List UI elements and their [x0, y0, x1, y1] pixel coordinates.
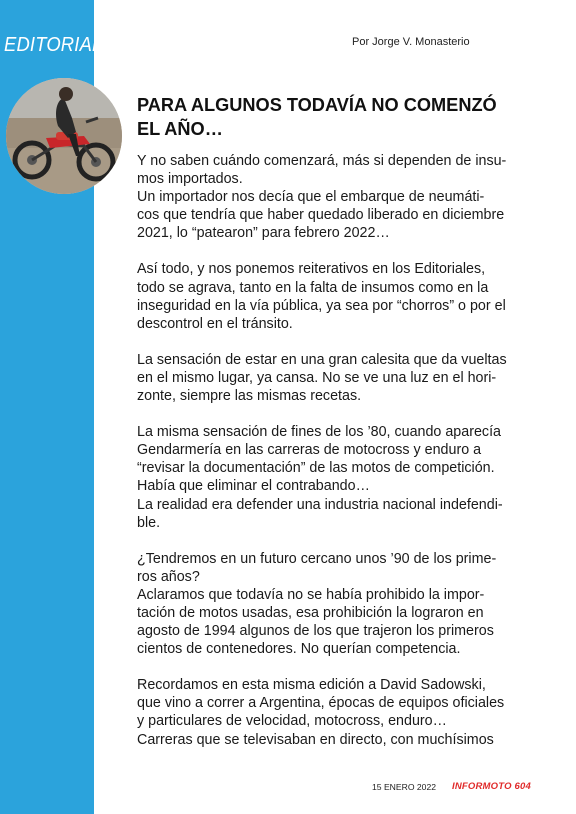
- credit-registration: Marca Registrada RNPI Nº 3054376 - DNI de Autor: En Trámite: [141, 578, 149, 772]
- body-line: zonte, siempre las mismas recetas.: [137, 388, 362, 405]
- body-line: descontrol en el tránsito.: [137, 315, 293, 332]
- body-line: “revisar la documentación” de las motos de competición.: [137, 460, 495, 477]
- body-line: Y no saben cuándo comenzará, más si dependen de insu-: [137, 153, 507, 169]
- credit-publicidad-label: Publicidad:: [113, 734, 121, 772]
- author-byline: Por Jorge V. Monasterio: [352, 36, 470, 48]
- body-line: Así todo, y nos ponemos reiterativos en los Editoriales,: [137, 261, 486, 278]
- body-line: cos que tendría que haber quedado liberado en diciembre: [137, 207, 505, 224]
- body-line: ros años?: [137, 568, 200, 585]
- body-line: en el mismo lugar, ya cansa. No se ve una luz en el hori-: [137, 369, 497, 386]
- body-line: todo se agrava, tanto en la falta de insumos como en la: [137, 279, 489, 296]
- section-label: EDITORIAL: [4, 34, 103, 56]
- body-line: cientos de contenedores. No querían competencia.: [137, 641, 461, 658]
- paragraph-gap: [137, 658, 541, 676]
- body-line: Aclaramos que todavía no se había prohibido la impor-: [137, 586, 485, 603]
- body-line: tación de motos usadas, esa prohibición la lograron en: [137, 604, 484, 621]
- body-line: que vino a correr a Argentina, épocas de equipos oficiales: [137, 695, 505, 712]
- body-line: La sensación de estar en una gran calesita que da vueltas: [137, 351, 507, 368]
- body-line: y particulares de velocidad, motocross, enduro…: [137, 713, 447, 730]
- headline-line-1: PARA ALGUNOS TODAVÍA NO COMENZÓ: [137, 95, 497, 115]
- paragraph-gap: [137, 333, 541, 351]
- body-line: Un importador nos decía que el embarque de neumáti-: [137, 189, 485, 206]
- paragraph-gap: [137, 532, 541, 550]
- body-line: inseguridad en la vía pública, ya sea por “chorros” o por el: [137, 297, 506, 314]
- body-line: ble.: [137, 514, 161, 531]
- credit-publicidad-value: Correo electrónico: publicidad@informoto.com: [113, 591, 121, 735]
- article-headline: [137, 93, 537, 141]
- issue-date: 15 ENERO 2022: [372, 782, 437, 792]
- body-line: La realidad era defender una industria nacional indefendi-: [137, 496, 503, 513]
- article-body: [137, 152, 541, 749]
- magazine-issue: INFORMOTO 604: [452, 781, 531, 792]
- paragraph-gap: [137, 242, 541, 260]
- credit-address: Es una publicación de JORGE V. MONASTERIO Editor con domicilio en Paraguay 2019 - 6º M - 1121 - C.A.B.A. -: [122, 425, 130, 772]
- credit-director-label: Director - Propietario:: [95, 700, 102, 772]
- body-line: La misma sensación de fines de los ’80, cuando aparecía: [137, 424, 501, 441]
- credit-redaccion: [103, 12, 112, 772]
- body-line: mos importados.: [137, 171, 243, 188]
- paragraph-gap: [137, 405, 541, 423]
- body-line: agosto de 1994 algunos de los que trajeron los primeros: [137, 623, 494, 640]
- credit-director-value: Jorge V. Monasterio: [95, 637, 102, 701]
- body-line: Gendarmería en las carreras de motocross y enduro a: [137, 442, 482, 459]
- body-line: Recordamos en esta misma edición a David Sadowski,: [137, 677, 486, 694]
- body-line: 2021, lo “patearon” para febrero 2022…: [137, 225, 390, 242]
- credit-publicidad: [112, 12, 121, 772]
- headline-line-2: EL AÑO…: [137, 119, 223, 139]
- body-line: Carreras que se televisaban en directo, con muchísimos: [137, 731, 494, 748]
- credit-website: www.informoto.com: [131, 711, 139, 772]
- body-line: Había que eliminar el contrabando…: [137, 478, 370, 495]
- credit-redaccion-label: Redacción:: [104, 734, 112, 772]
- credit-redaccion-value: Correo electrónico: info@informoto.com: [104, 611, 112, 735]
- body-line: ¿Tendremos en un futuro cercano unos ’90 de los prime-: [137, 550, 497, 567]
- credit-director: [94, 12, 103, 772]
